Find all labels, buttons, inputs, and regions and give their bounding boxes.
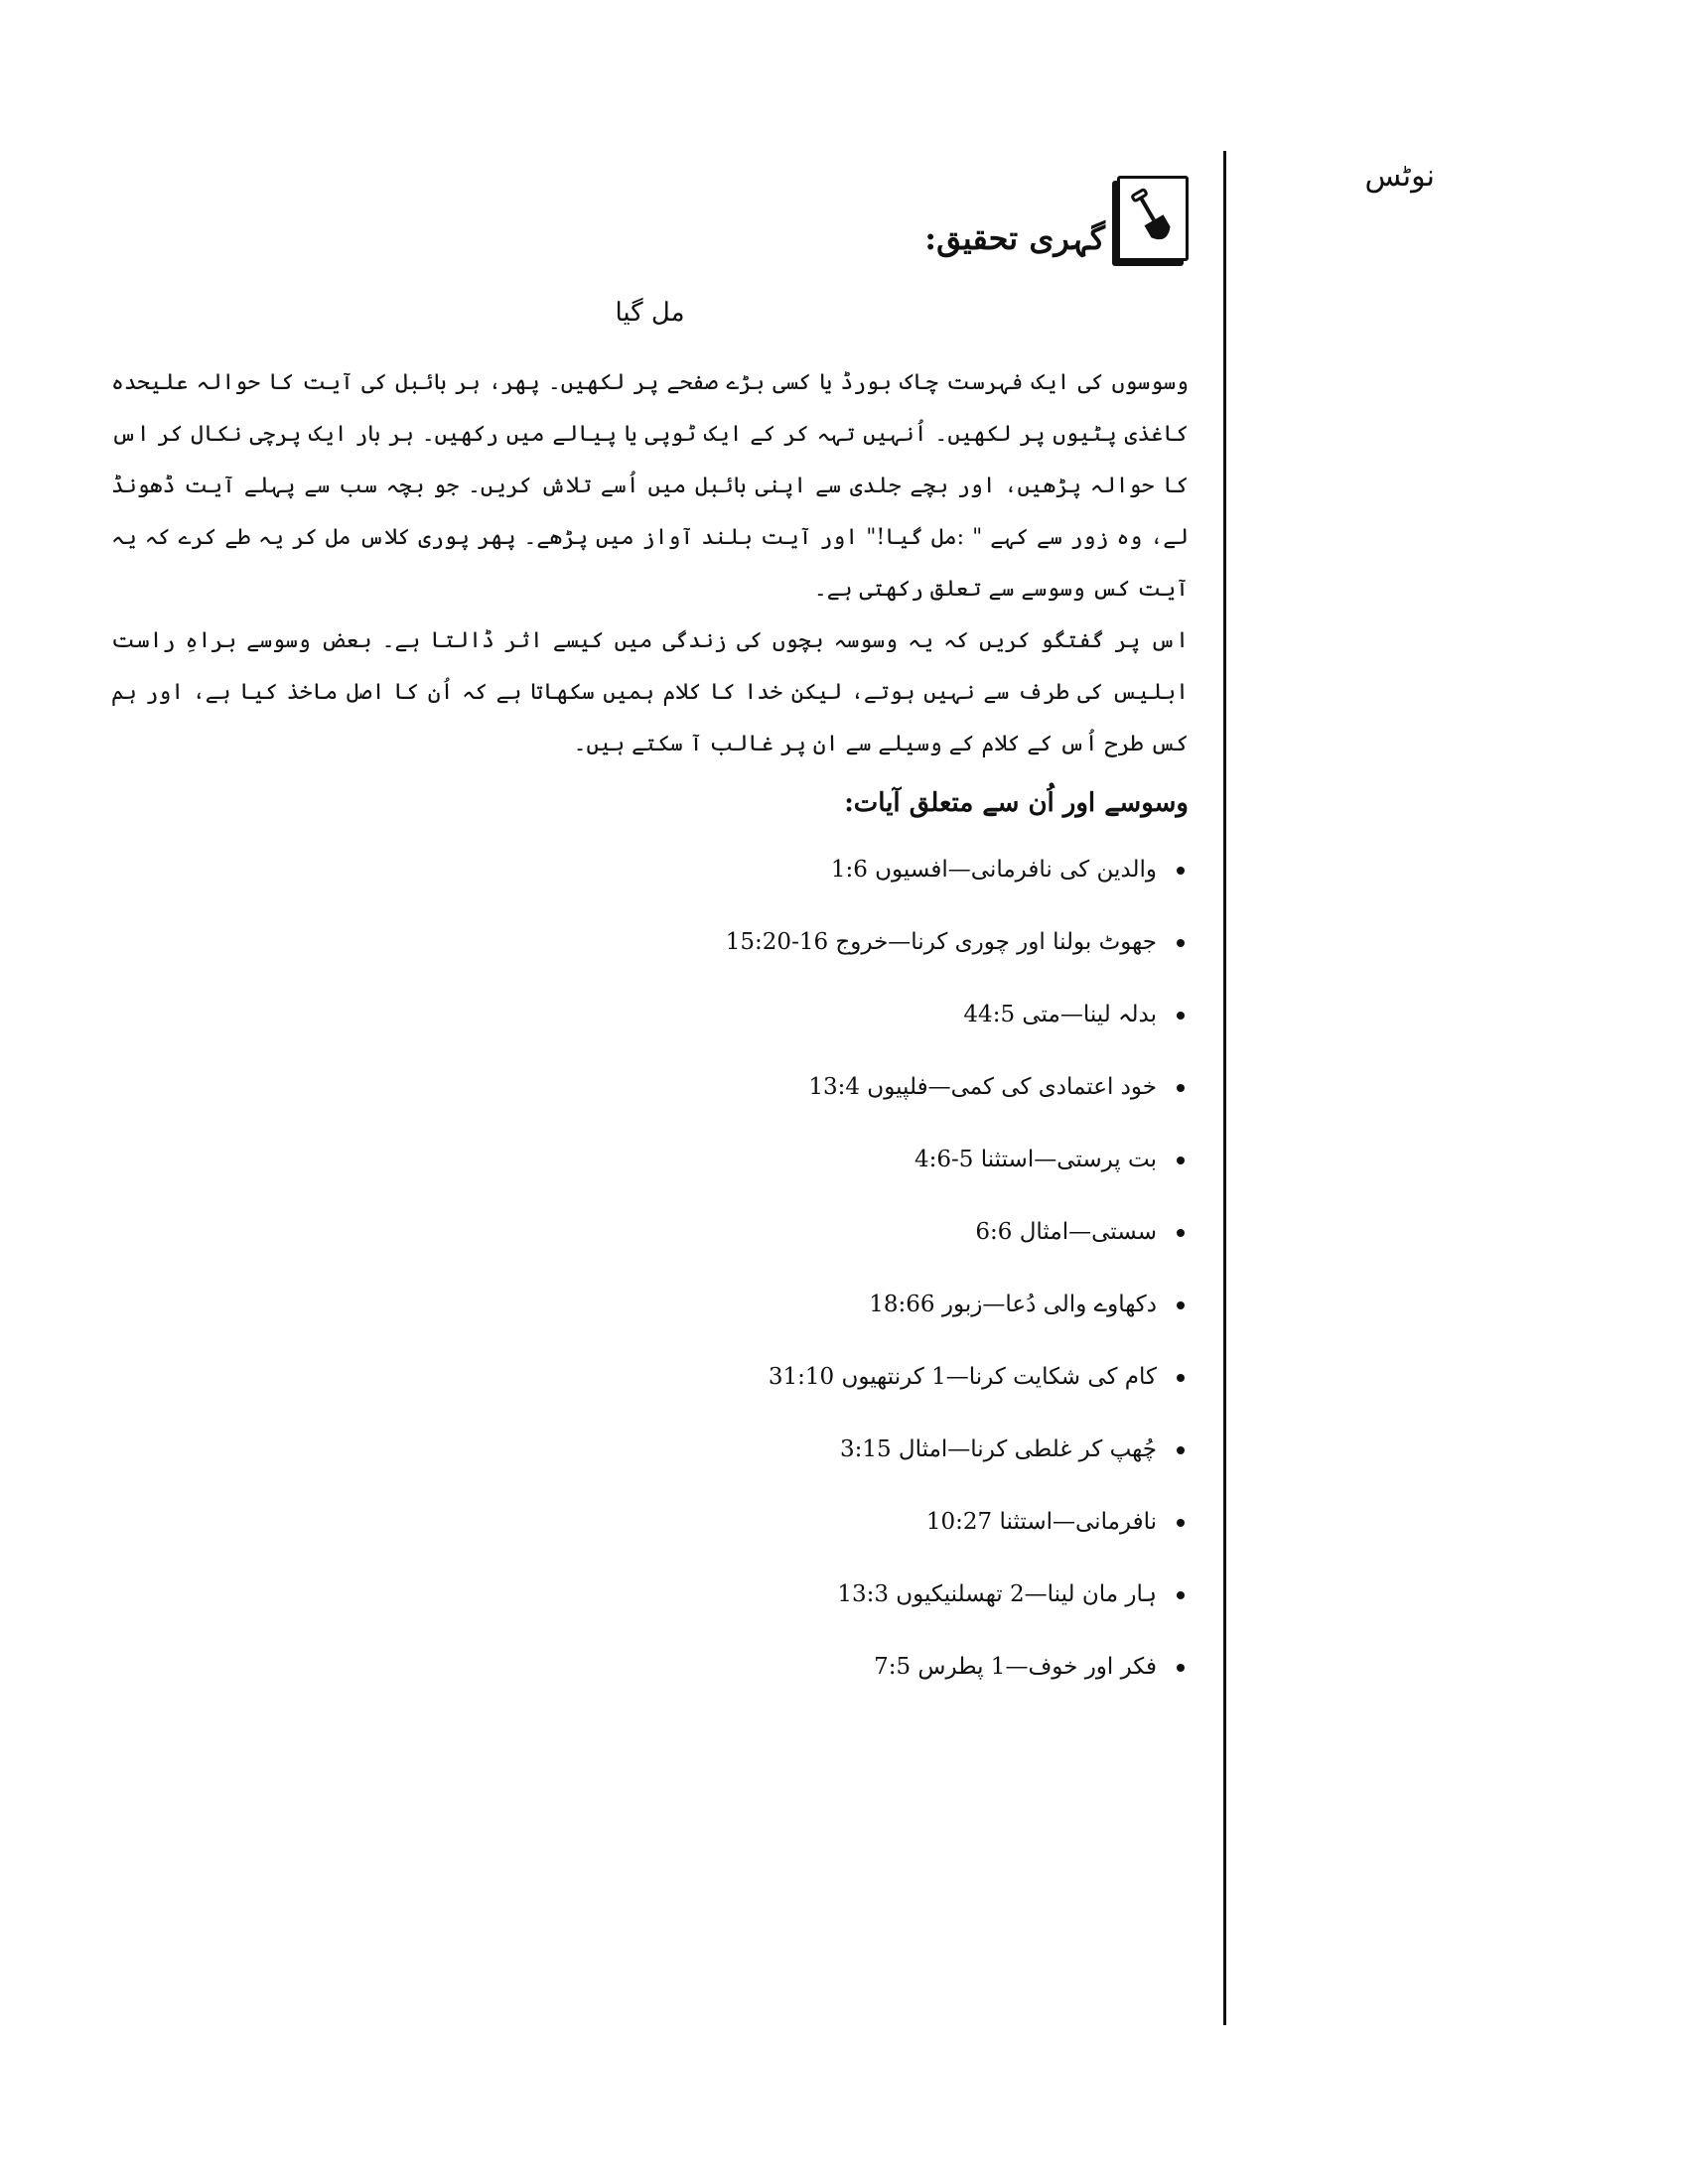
activity-subtitle: مل گیا (615, 298, 685, 328)
verse-list (111, 834, 1189, 1704)
bullet-icon (1177, 1229, 1185, 1237)
verse-text: خود اعتمادی کی کمی—فلپیوں 13:4 (808, 1074, 1157, 1100)
bullet-icon (1177, 1012, 1185, 1020)
bullet-icon (1177, 1446, 1185, 1454)
verse-text: دکھاوے والی دُعا—زبور 18:66 (869, 1292, 1157, 1317)
list-item (111, 1196, 1189, 1269)
list-item (111, 906, 1189, 979)
verse-text: فکر اور خوف—1 پطرس 7:5 (874, 1654, 1157, 1680)
notes-label: نوٹس (1364, 159, 1435, 194)
bullet-icon (1177, 1084, 1185, 1092)
verse-text: کام کی شکایت کرنا—1 کرنتھیوں 31:10 (768, 1364, 1157, 1390)
list-item (111, 1124, 1189, 1196)
verse-text: بت پرستی—استثنا 5-4:6 (914, 1147, 1157, 1172)
verse-text: سستی—امثال 6:6 (975, 1219, 1157, 1245)
verse-text: ہار مان لینا—2 تھسلنیکیوں 13:3 (837, 1581, 1157, 1607)
verse-text: بدلہ لینا—متی 44:5 (963, 1002, 1157, 1027)
list-item (111, 1559, 1189, 1631)
list-item (111, 834, 1189, 906)
list-item (111, 979, 1189, 1051)
margin-divider (1223, 151, 1226, 2025)
bullet-icon (1177, 867, 1185, 875)
bullet-icon (1177, 1157, 1185, 1164)
shovel-icon (1117, 176, 1189, 261)
list-item (111, 1341, 1189, 1414)
list-item (111, 1631, 1189, 1704)
bullet-icon (1177, 1664, 1185, 1672)
bullet-icon (1177, 1519, 1185, 1527)
section-header (111, 169, 1189, 268)
bullet-icon (1177, 1301, 1185, 1309)
bullet-icon (1177, 939, 1185, 947)
verse-text: نافرمانی—استثنا 10:27 (925, 1509, 1157, 1535)
discussion-paragraph: اس پر گفتگو کریں کہ یہ وسوسہ بچوں کی زندگی میں کیسے اثر ڈالتا ہے۔ بعض وسوسے براہِ راست ابلیس کی طرف سے نہیں ہوتے، لیکن خدا کا کلام ہمیں سکھاتا ہے کہ اُن کا اصل ماخذ کیا ہے، اور ہم کس طرح اُس کے کلام کے وسیلے سے ان پر غالب آ سکتے ہیں۔ (111, 628, 1189, 756)
main-content (111, 169, 1189, 1704)
verse-list-heading: وسوسے اور اُن سے متعلق آیات: (844, 788, 1189, 818)
list-item (111, 1414, 1189, 1486)
list-item (111, 1486, 1189, 1559)
list-item (111, 1269, 1189, 1341)
list-item (111, 1051, 1189, 1124)
verse-text: والدین کی نافرمانی—افسیوں 1:6 (830, 857, 1157, 883)
verse-text: جھوٹ بولنا اور چوری کرنا—خروج 16-15:20 (725, 929, 1157, 955)
section-title: گہری تحقیق: (924, 219, 1105, 257)
verse-text: چُھپ کر غلطی کرنا—امثال 3:15 (839, 1436, 1157, 1462)
instructions-paragraph: وسوسوں کی ایک فہرست چاک بورڈ یا کسی بڑے صفحے پر لکھیں۔ پھر، ہر بائبل کی آیت کا حوالہ علیحدہ کاغذی پٹیوں پر لکھیں۔ اُنہیں تہہ کر کے ایک ٹوپی یا پیالے میں رکھیں۔ ہر بار ایک پرچی نکال کر اس کا حوالہ پڑھیں، اور بچے جلدی سے اپنی بائبل میں اُسے تلاش کریں۔ جو بچہ سب سے پہلے آیت ڈھونڈ لے، وہ زور سے کہے " :مل گیا!" اور آیت بلند آواز میں پڑھے۔ پھر پوری کلاس مل کر یہ طے کرے کہ یہ آیت کس وسوسے سے تعلق رکھتی ہے۔ (111, 370, 1189, 602)
bullet-icon (1177, 1374, 1185, 1382)
bullet-icon (1177, 1591, 1185, 1599)
